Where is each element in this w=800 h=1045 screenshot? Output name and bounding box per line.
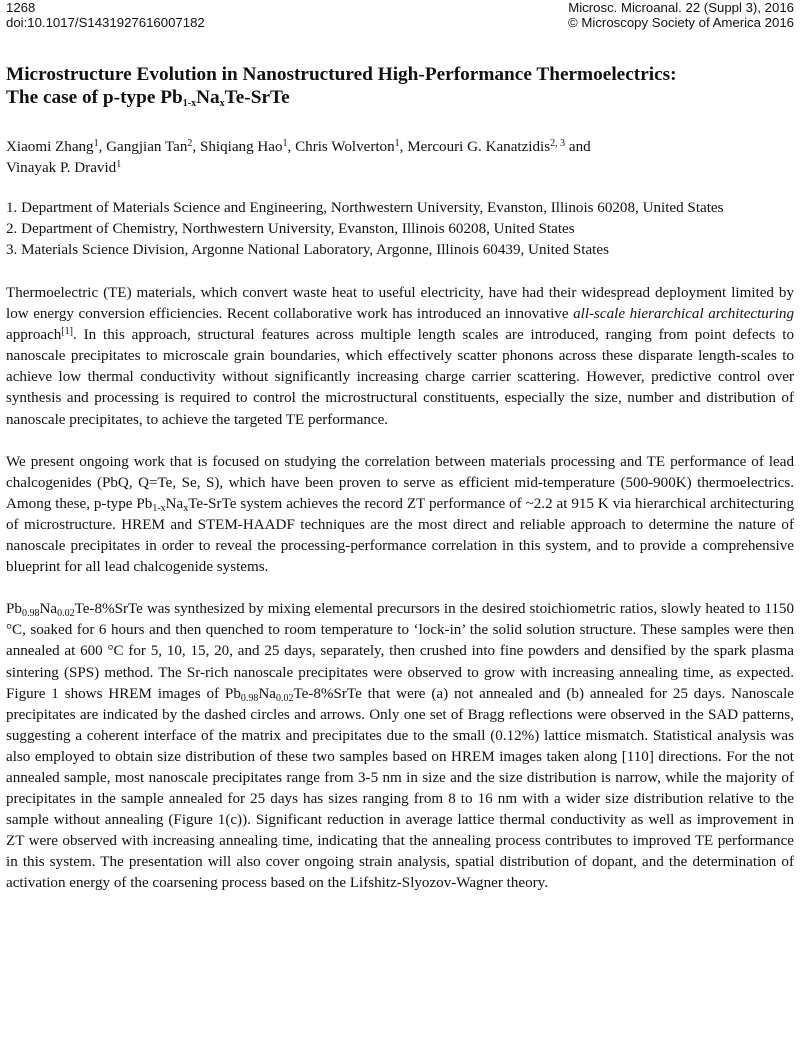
subscript: 0.02	[275, 692, 294, 704]
author-name: Mercouri G. Kanatzidis	[407, 139, 551, 155]
copyright: © Microscopy Society of America 2016	[568, 15, 794, 30]
author-name: Gangjian Tan	[106, 139, 188, 155]
author-name: Xiaomi Zhang	[6, 139, 94, 155]
affiliation-2: 2. Department of Chemistry, Northwestern University, Evanston, Illinois 60208, United States	[6, 221, 575, 237]
text-run: Te-8%SrTe that were (a) not annealed and (b) annealed for 25 days. Nanoscale precipitates are indicated by the dashed circles and arrows. Only one set of Bragg reflections were observed in the SAD patterns, suggesting a coherent interface of the matrix and precipitates due to the small (0.12%) lattice mismatch. Statistical analysis was also employed to obtain size distribution of these two samples based on HREM images taken along [110] directions. For the not annealed sample, most nanoscale precipitates range from 3-5 nm in size and the size distribution is narrow, while the majority of precipitates in the sample annealed for 25 days has sizes ranging from 8 to 16 nm with a wider size distribution relative to the sample without annealing (Figure 1(c)). Significant reduction in average lattice thermal conductivity as well as improvement in ZT were observed with increasing annealing time, indicating that the annealing process contributes to improved TE performance in this system. The presentation will also cover ongoing strain analysis, spatial distribution of dopant, and the determination of activation energy of the coarsening process based on the Lifshitz-Slyozov-Wagner theory.	[6, 685, 794, 892]
header-left	[6, 0, 205, 30]
title-line-2	[6, 86, 794, 109]
page-header	[6, 0, 794, 34]
author	[295, 139, 407, 155]
author-separator: and	[565, 139, 591, 155]
title-text: Te-SrTe	[224, 87, 290, 108]
title-line-1: Microstructure Evolution in Nanostructured High-Performance Thermoelectrics:	[6, 64, 677, 85]
title-text: Na	[196, 87, 220, 108]
page-number: 1268	[6, 0, 36, 15]
subscript: 0.98	[240, 692, 259, 704]
text-run: We present ongoing work that is focused on studying the correlation between materials processing and TE performance of lead chalcogenides (PbQ, Q=Te, Se, S), which have been proven to serve as efficient mid-temperature (500-900K) thermoelectrics. Among these, p-type Pb	[6, 453, 794, 512]
affiliation-list	[6, 198, 794, 261]
subscript: 0.02	[57, 608, 75, 620]
author-separator: ,	[98, 139, 107, 155]
author	[407, 139, 591, 155]
italic-term: all-scale hierarchical architecturing	[573, 306, 794, 323]
author-separator: ,	[287, 139, 296, 155]
text-run: . In this approach, structural features across multiple length scales are introduced, ranging from point defects to nanoscale precipitates to microscale grain boundaries, which effectively scatter phonons across these disparate length-scales to achieve low thermal conductivity without significantly increasing charge carrier scattering. However, predictive control over synthesis and processing is required to control the microstructural constituents, especially the size, number and distribution of nanoscale precipitates, to achieve the targeted TE performance.	[6, 327, 794, 428]
doi: doi:10.1017/S1431927616007182	[6, 15, 205, 30]
affiliation-marker: 1	[282, 138, 288, 149]
paragraph-introduction	[6, 283, 794, 431]
paper-title	[6, 63, 794, 109]
affiliation-marker: 1	[93, 138, 99, 149]
author-name: Chris Wolverton	[295, 139, 395, 155]
text-run: Thermoelectric (TE) materials, which convert waste heat to useful electricity, have had their widespread deployment limited by low energy conversion efficiencies. Recent collaborative work has introduced an innovative	[6, 285, 794, 323]
text-run: Te-SrTe system achieves the record ZT performance of ~2.2 at 915 K via hierarchical architecturing of microstructure. HREM and STEM-HAADF techniques are the most direct and reliable approach to determine the nature of nanoscale precipitates in order to reveal the processing-performance correlation in this system, and to provide a comprehensive blueprint for all lead chalcogenide systems.	[6, 495, 794, 576]
reference-citation[interactable]: [1]	[61, 326, 73, 338]
text-run: Na	[165, 495, 184, 512]
subscript: 0.98	[21, 608, 40, 620]
text-run: Na	[258, 685, 276, 702]
affiliation-marker: 1	[116, 159, 122, 170]
subscript: x	[183, 502, 189, 514]
title-subscript: x	[219, 98, 225, 109]
affiliation-1: 1. Department of Materials Science and Engineering, Northwestern University, Evanston, Illinois 60208, United States	[6, 200, 724, 216]
author	[6, 160, 121, 176]
paragraph-present-work	[6, 452, 794, 579]
author-separator: ,	[399, 139, 408, 155]
journal-citation: Microsc. Microanal. 22 (Suppl 3), 2016	[568, 0, 794, 15]
header-right	[568, 0, 794, 30]
text-run: Te-8%SrTe was synthesized by mixing elemental precursors in the desired stoichiometric ratios, slowly heated to 1150 °C, soaked for 6 hours and then quenched to room temperature to ‘lock-in’ the solid solution structure. These samples were then annealed at 600 °C for 5, 10, 15, 20, and 25 days, separately, then crushed into fine powders and densified by the spark plasma sintering (SPS) method. The Sr-rich nanoscale precipitates were observed to grow with increasing annealing time, as expected. Figure 1 shows HREM images of	[6, 601, 794, 702]
affiliation-3: 3. Materials Science Division, Argonne National Laboratory, Argonne, Illinois 60439, United States	[6, 242, 609, 258]
author-name: Vinayak P. Dravid	[6, 160, 117, 176]
author-separator: ,	[192, 139, 200, 155]
affiliation-marker: 1	[394, 138, 400, 149]
subscript: 1-x	[152, 502, 166, 514]
text-run: approach	[6, 327, 62, 344]
author-name: Shiqiang Hao	[199, 139, 283, 155]
author	[106, 139, 200, 155]
text-run: Pb	[6, 601, 22, 618]
author	[200, 139, 295, 155]
title-subscript: 1-x	[182, 98, 197, 109]
affiliation-marker: 2, 3	[550, 138, 566, 149]
author	[6, 139, 106, 155]
text-run: Pb	[224, 685, 241, 702]
title-text: The case of p-type Pb	[6, 87, 183, 108]
author-list	[6, 137, 794, 179]
text-run: Na	[39, 601, 58, 618]
affiliation-marker: 2	[187, 138, 193, 149]
paragraph-synthesis	[6, 599, 794, 894]
